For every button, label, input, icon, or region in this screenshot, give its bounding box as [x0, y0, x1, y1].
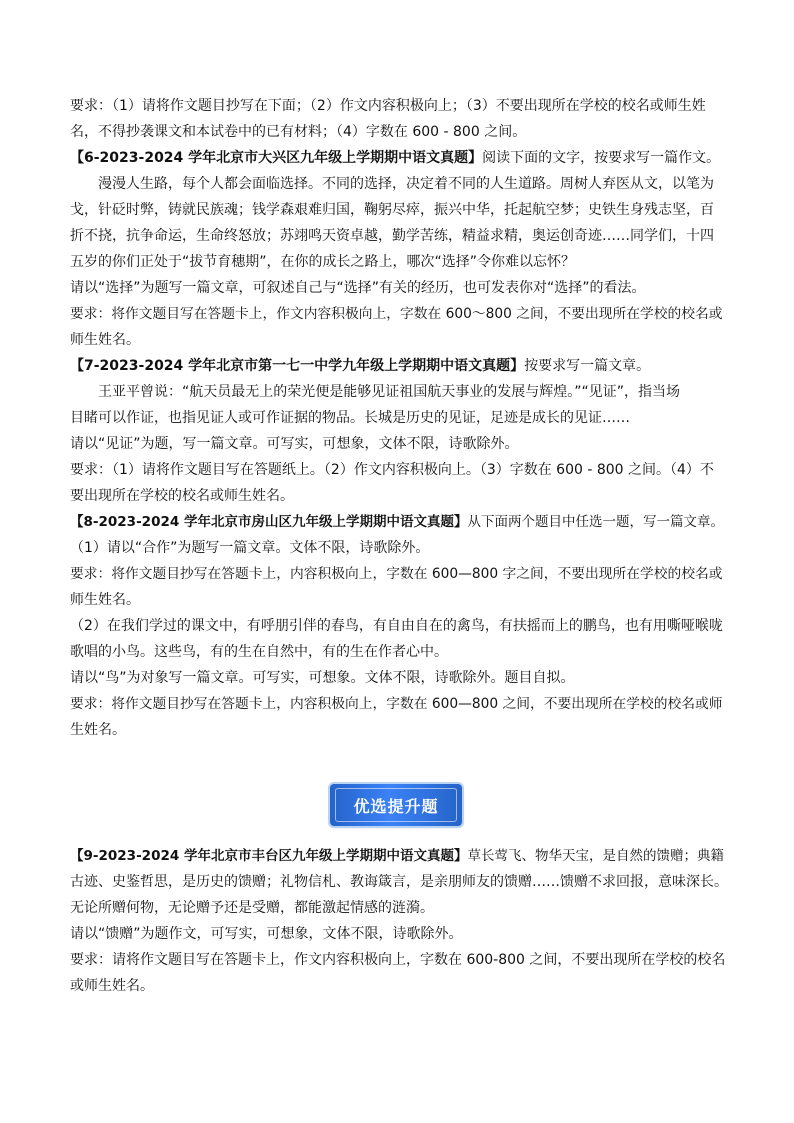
prompt-text: 请以“见证”为题，写一篇文章。可写实，可想象，文体不限，诗歌除外。 — [70, 436, 519, 452]
prompt-text: 歌唱的小鸟。这些鸟，有的生在自然中，有的生在作者心中。 — [70, 644, 448, 660]
requirement-text: 名，不得抄袭课文和本试卷中的已有材料；（4）字数在 600 - 800 之间。 — [70, 124, 527, 140]
section-badge-label: 优选提升题 — [335, 788, 457, 822]
requirement-text: 要求：（1）请将作文题目写在答题纸上。（2）作文内容积极向上。（3）字数在 600 - 800 之间。（4）不 — [70, 462, 714, 478]
prompt-text: （2）在我们学过的课文中，有呼朋引伴的春鸟，有自由自在的禽鸟，有扶摇而上的鹏鸟，也有用嘶哑喉咙 — [70, 618, 723, 634]
requirement-text: 师生姓名。 — [70, 592, 140, 608]
material-text: 五岁的你们正处于“拔节育穗期”，在你的成长之路上，哪次“选择”令你难以忘怀？ — [70, 254, 576, 270]
question-instruction: 从下面两个题目中任选一题，写一篇文章。 — [467, 514, 724, 530]
question-9-heading — [70, 846, 730, 866]
question-source: 【6-2023-2024 学年北京市大兴区九年级上学期期中语文真题】 — [70, 150, 483, 166]
question-instruction: 草长莺飞、物华天宝，是自然的馈赠；典籍 — [467, 848, 724, 864]
question-7-heading — [70, 356, 730, 376]
material-text: 无论所赠何物，无论赠予还是受赠，都能激起情感的涟漪。 — [70, 900, 434, 916]
material-text: 古迹、史鉴哲思，是历史的馈赠；礼物信札、教诲箴言，是亲朋师友的馈赠……馈赠不求回报，意味深长。 — [70, 874, 728, 890]
question-source: 【7-2023-2024 学年北京市第一七一中学九年级上学期期中语文真题】 — [70, 358, 525, 374]
question-6-heading — [70, 148, 730, 168]
material-text: 折不挠，抗争命运，生命终怒放；苏翊鸣天资卓越，勤学苦练，精益求精，奥运创奇迹……同学们，十四 — [70, 228, 714, 244]
material-text: 漫漫人生路，每个人都会面临选择。不同的选择，决定着不同的人生道路。周树人弃医从文，以笔为 — [98, 176, 714, 192]
prompt-text: 请以“鸟”为对象写一篇文章。可写实，可想象。文体不限，诗歌除外。题目自拟。 — [70, 670, 575, 686]
requirement-text: 要求：将作文题目抄写在答题卡上，内容积极向上，字数在 600—800 之间，不要出现所在学校的校名或师 — [70, 696, 723, 712]
requirement-text: 生姓名。 — [70, 722, 126, 738]
question-source: 【9-2023-2024 学年北京市丰台区九年级上学期期中语文真题】 — [70, 848, 468, 864]
question-instruction: 按要求写一篇文章。 — [524, 358, 651, 374]
question-8-heading — [70, 512, 730, 532]
requirement-text: 要求：将作文题目抄写在答题卡上，内容积极向上，字数在 600—800 字之间，不要出现所在学校的校名或 — [70, 566, 723, 582]
requirement-text: 师生姓名。 — [70, 332, 140, 348]
requirement-text: 或师生姓名。 — [70, 978, 154, 994]
prompt-text: 请以“选择”为题写一篇文章，可叙述自己与“选择”有关的经历，也可发表你对“选择”的看法。 — [70, 280, 646, 296]
requirement-text: 要求：将作文题目写在答题卡上，作文内容积极向上，字数在 600～800 之间，不要出现所在学校的校名或 — [70, 306, 723, 322]
prompt-text: 请以“馈赠”为题作文，可写实，可想象，文体不限，诗歌除外。 — [70, 926, 463, 942]
question-instruction: 阅读下面的文字，按要求写一篇作文。 — [482, 150, 721, 166]
material-text: 目睹可以作证，也指见证人或可作证据的物品。长城是历史的见证，足迹是成长的见证…… — [70, 410, 630, 426]
requirement-text: 要出现所在学校的校名或师生姓名。 — [70, 488, 294, 504]
section-badge — [330, 784, 462, 826]
requirement-text: 要求：（1）请将作文题目抄写在下面；（2）作文内容积极向上；（3）不要出现所在学校的校名或师生姓 — [70, 98, 706, 114]
material-text: 戈，针砭时弊，铸就民族魂；钱学森艰难归国，鞠躬尽瘁，振兴中华，托起航空梦；史铁生身残志坚，百 — [70, 202, 714, 218]
requirement-text: 要求：请将作文题目写在答题卡上，作文内容积极向上，字数在 600-800 之间，不要出现所在学校的校名 — [70, 952, 726, 968]
prompt-text: （1）请以“合作”为题写一篇文章。文体不限，诗歌除外。 — [70, 540, 430, 556]
material-text: 王亚平曾说：“航天员最无上的荣光便是能够见证祖国航天事业的发展与辉煌。”“见证”，指当场 — [98, 384, 681, 400]
question-source: 【8-2023-2024 学年北京市房山区九年级上学期期中语文真题】 — [70, 514, 468, 530]
